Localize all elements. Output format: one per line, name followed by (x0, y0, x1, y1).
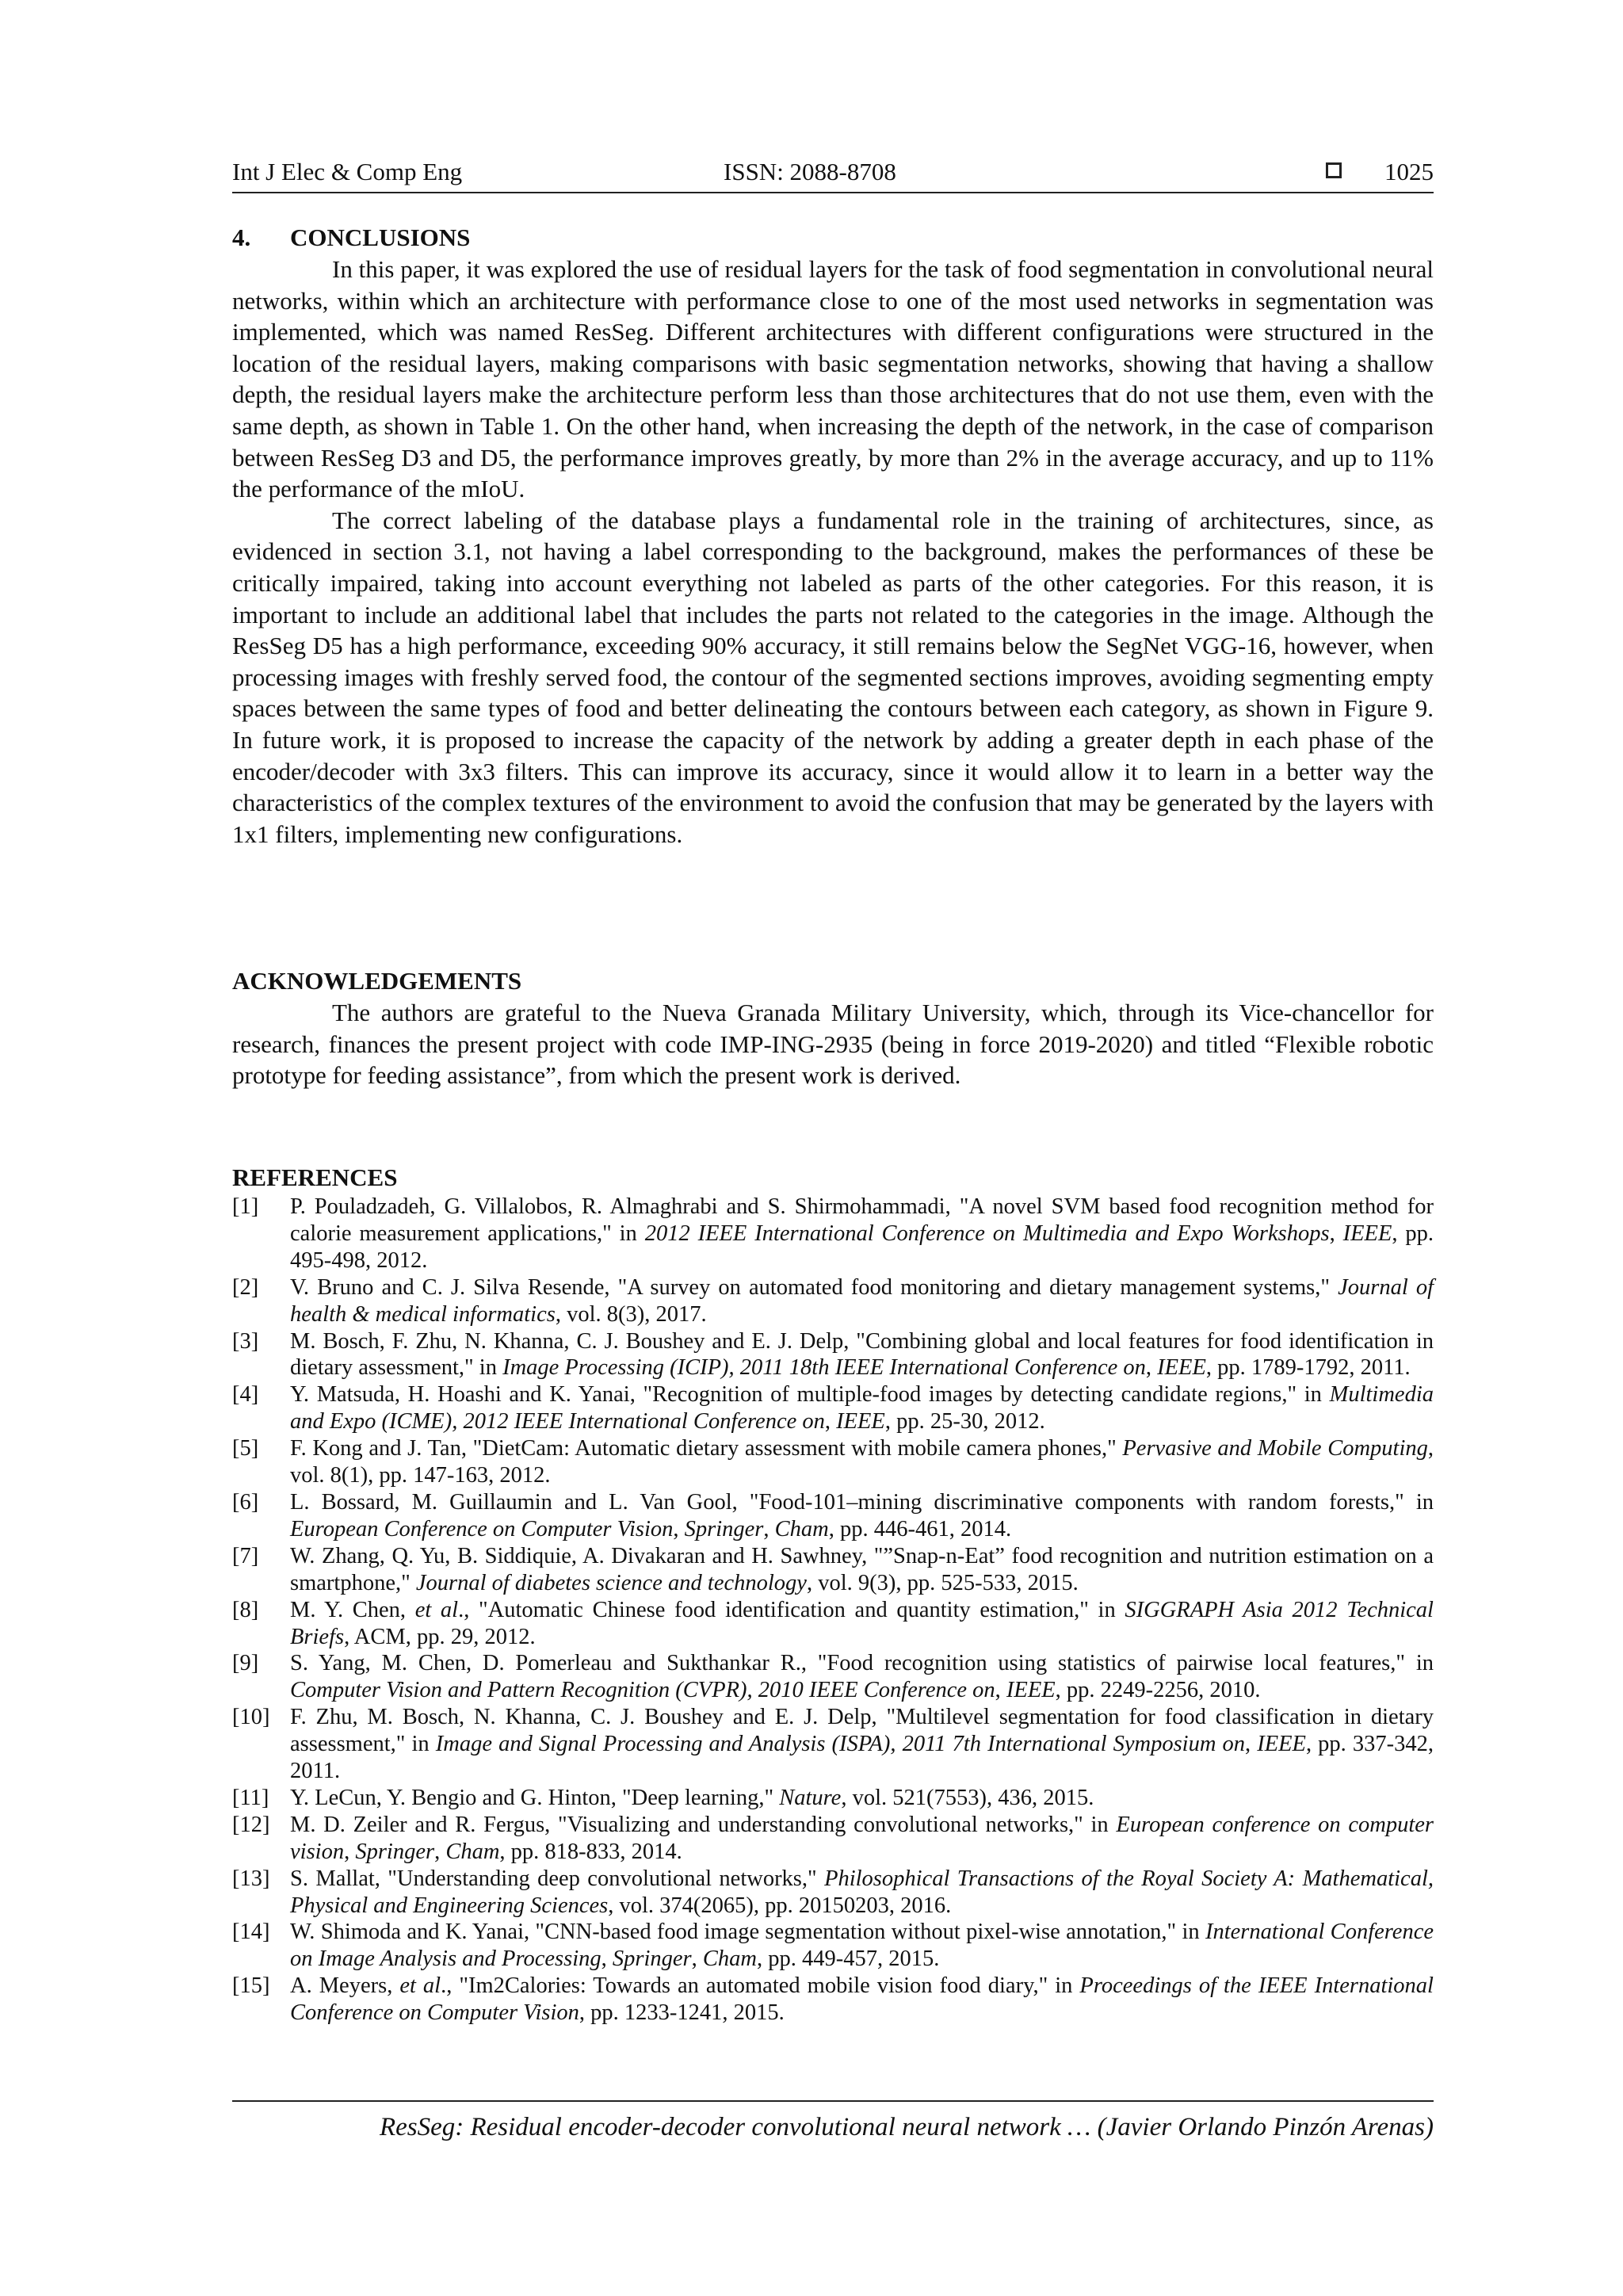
reference-venue-italic: et al (414, 1597, 459, 1622)
reference-text (290, 1785, 1434, 1812)
reference-text (290, 1274, 1434, 1328)
references-heading: REFERENCES (232, 1163, 398, 1191)
reference-text-part: , pp. 1233-1241, 2015. (579, 2000, 785, 2026)
section-number: 4. (232, 223, 251, 251)
reference-text-part: , (344, 1839, 356, 1864)
reference-text-part: , pp. 337-342, 2011. (290, 1732, 1434, 1784)
reference-venue-italic: European Conference on Computer Vision (290, 1516, 674, 1541)
reference-item (232, 1812, 1434, 1866)
reference-text-part: , vol. 374(2065), pp. 20150203, 2016. (608, 1893, 952, 1918)
reference-text-part: , pp. 818-833, 2014. (499, 1839, 682, 1864)
reference-item (232, 1704, 1434, 1785)
reference-index: [4] (232, 1382, 259, 1408)
reference-text-part: , vol. 521(7553), 436, 2015. (841, 1785, 1094, 1810)
reference-text-part: , (673, 1516, 685, 1541)
conclusions-heading (232, 222, 1434, 254)
reference-venue-italic: Cham (445, 1839, 500, 1864)
reference-text-part: P. Pouladzadeh, G. Villalobos, R. Almaghrabi and S. Shirmohammadi, "A novel SVM based food recognition method for calorie measurement applications," in (290, 1194, 1434, 1246)
reference-text-part: Y. Matsuda, H. Hoashi and K. Yanai, "Recognition of multiple-food images by detecting candidate regions," in (290, 1382, 1330, 1408)
reference-text (290, 1650, 1434, 1704)
reference-venue-italic: 2012 IEEE International Conference on Multimedia and Expo Workshops (644, 1221, 1330, 1246)
reference-text (290, 1866, 1434, 1920)
reference-text-part: , pp. 2249-2256, 2010. (1055, 1678, 1261, 1703)
reference-text-part: A. Meyers, (290, 1973, 400, 1999)
reference-item (232, 1381, 1434, 1435)
reference-text (290, 1381, 1434, 1435)
reference-text-part: , (1145, 1355, 1158, 1381)
reference-venue-italic: Springer (684, 1516, 764, 1541)
reference-venue-italic: et al (399, 1973, 441, 1999)
reference-venue-italic: IEEE (1257, 1732, 1306, 1757)
reference-text-part: S. Mallat, "Understanding deep convolutional networks," (290, 1866, 825, 1891)
reference-index: [6] (232, 1489, 259, 1515)
conclusions-paragraph-1: In this paper, it was explored the use of residual layers for the task of food segmentation in convolutional neural networks, within which an architecture with performance close to one of the most used networks in segmentation was implemented, which was named ResSeg. Different architectures with different configurations were structured in the location of the residual layers, making comparisons with basic segmentation networks, showing that having a shallow depth, the residual layers make the architecture perform less than those architectures that do not use them, even with the same depth, as shown in Table 1. On the other hand, when increasing the depth of the network, in the case of comparison between ResSeg D3 and D5, the performance improves greatly, by more than 2% in the average accuracy, and up to 11% the performance of the mIoU. (232, 255, 1434, 503)
reference-item (232, 1543, 1434, 1597)
reference-item (232, 1328, 1434, 1382)
acknowledgements-section (232, 965, 1434, 1091)
reference-text-part: Y. LeCun, Y. Bengio and G. Hinton, "Deep learning," (290, 1785, 780, 1810)
section-title: CONCLUSIONS (290, 223, 471, 251)
page-number: 1025 (1384, 158, 1434, 185)
reference-venue-italic: Journal of health & medical informatics (290, 1274, 1434, 1327)
reference-text-part: , (691, 1946, 703, 1972)
reference-venue-italic: IEEE (1006, 1678, 1056, 1703)
reference-text (290, 1194, 1434, 1274)
conclusions-paragraph-2: The correct labeling of the database plays a fundamental role in the training of architectures, since, as evidenced in section 3.1, not having a label corresponding to the background, makes the performances of these be critically impaired, taking into account everything not labeled as parts of the other categories. For this reason, it is important to include an additional label that includes the parts not related to the categories in the image. Although the ResSeg D5 has a high performance, exceeding 90% accuracy, it still remains below the SegNet VGG-16, however, when processing images with freshly served food, the contour of the segmented sections improves, avoiding segmenting empty spaces between the same types of food and better delineating the contours between each category, as shown in Figure 9. In future work, it is proposed to increase the capacity of the network by adding a greater depth in each phase of the encoder/decoder with 3x3 filters. This can improve its accuracy, since it would allow it to learn in a better way the characteristics of the complex textures of the environment to avoid the confusion that may be generated by the layers with 1x1 filters, implementing new configurations. (232, 506, 1434, 848)
reference-text-part: , (824, 1409, 837, 1435)
reference-text-part: , (601, 1946, 613, 1972)
reference-item (232, 1194, 1434, 1274)
reference-item (232, 1274, 1434, 1328)
reference-text-part: W. Zhang, Q. Yu, B. Siddiquie, A. Divakaran and H. Sawhney, "”Snap-n-Eat” food recognition and nutrition estimation on a smartphone," (290, 1543, 1434, 1595)
reference-text-part: , vol. 9(3), pp. 525-533, 2015. (806, 1570, 1079, 1595)
reference-venue-italic: Pervasive and Mobile Computing (1122, 1436, 1428, 1461)
reference-text-part: , pp. 495-498, 2012. (290, 1221, 1434, 1273)
reference-venue-italic: Proceedings of the IEEE International Conference on Computer Vision (290, 1973, 1434, 2026)
reference-venue-italic: Cham (702, 1946, 757, 1972)
reference-text (290, 1328, 1434, 1382)
reference-index: [5] (232, 1436, 259, 1461)
reference-venue-italic: Springer (355, 1839, 435, 1864)
reference-index: [10] (232, 1705, 270, 1730)
reference-text-part: L. Bossard, M. Guillaumin and L. Van Gool, "Food-101–mining discriminative components with random forests," in (290, 1489, 1434, 1515)
references-section (232, 1162, 1434, 2027)
reference-text-part: , (434, 1839, 446, 1864)
reference-item (232, 1597, 1434, 1651)
reference-item (232, 1650, 1434, 1704)
reference-index: [15] (232, 1973, 270, 1999)
reference-text-part: , (1245, 1732, 1258, 1757)
reference-text-part: ., "Automatic Chinese food identification and quantity estimation," in (458, 1597, 1125, 1622)
reference-text-part: , (995, 1678, 1006, 1703)
reference-index: [13] (232, 1866, 270, 1891)
reference-item (232, 1489, 1434, 1543)
footer-rule (232, 2100, 1434, 2102)
reference-text-part: , ACM, pp. 29, 2012. (344, 1624, 536, 1649)
reference-text-part: , pp. 446-461, 2014. (828, 1516, 1012, 1541)
reference-venue-italic: Image and Signal Processing and Analysis (ISPA), 2011 7th International Symposium on (435, 1732, 1246, 1757)
reference-venue-italic: Computer Vision and Pattern Recognition (CVPR), 2010 IEEE Conference on (290, 1678, 995, 1703)
reference-index: [3] (232, 1328, 259, 1354)
reference-venue-italic: Philosophical Transactions of the Royal Society A: Mathematical, Physical and Engineering Sciences (290, 1866, 1434, 1918)
reference-venue-italic: SIGGRAPH Asia 2012 Technical Briefs (290, 1597, 1434, 1649)
reference-text (290, 1812, 1434, 1866)
journal-name: Int J Elec & Comp Eng (232, 158, 463, 185)
reference-list (232, 1194, 1434, 2027)
reference-text-part: , vol. 8(3), 2017. (555, 1301, 707, 1327)
reference-venue-italic: IEEE (836, 1409, 885, 1435)
reference-index: [9] (232, 1651, 259, 1676)
reference-text-part: S. Yang, M. Chen, D. Pomerleau and Sukthankar R., "Food recognition using statistics of pairwise local features," in (290, 1651, 1434, 1676)
issn: ISSN: 2088-8708 (724, 158, 896, 185)
footer-running-title: ResSeg: Residual encoder-decoder convolutional neural network … (Javier Orlando Pinzón Arenas) (379, 2113, 1434, 2141)
reference-text-part: ., "Im2Calories: Towards an automated mobile vision food diary," in (441, 1973, 1080, 1999)
reference-text-part: M. Y. Chen, (290, 1597, 415, 1622)
reference-index: [11] (232, 1785, 269, 1810)
acknowledgements-heading: ACKNOWLEDGEMENTS (232, 967, 522, 995)
reference-venue-italic: IEEE (1342, 1221, 1392, 1246)
reference-venue-italic: Cham (774, 1516, 829, 1541)
reference-text-part: , pp. 1789-1792, 2011. (1205, 1355, 1411, 1381)
conclusions-section (232, 222, 1434, 850)
reference-venue-italic: Journal of diabetes science and technology (415, 1570, 807, 1595)
reference-venue-italic: Multimedia and Expo (ICME), 2012 IEEE International Conference on (290, 1382, 1434, 1435)
reference-text-part: , vol. 8(1), pp. 147-163, 2012. (290, 1436, 1434, 1488)
reference-text (290, 1543, 1434, 1597)
reference-text-part: , (1329, 1221, 1343, 1246)
acknowledgements-paragraph: The authors are grateful to the Nueva Granada Military University, which, through its Vice-chancellor for research, finances the present project with code IMP-ING-2935 (being in force 2019-2020) and titled “Flexible robotic prototype for feeding assistance”, from which the present work is derived. (232, 999, 1434, 1090)
reference-text (290, 1489, 1434, 1543)
reference-text-part: V. Bruno and C. J. Silva Resende, "A survey on automated food monitoring and dietary management systems," (290, 1274, 1338, 1300)
reference-venue-italic: European conference on computer vision (290, 1812, 1434, 1864)
running-footer (232, 2100, 1434, 2145)
reference-item (232, 1973, 1434, 2027)
reference-venue-italic: Springer (612, 1946, 692, 1972)
reference-item (232, 1435, 1434, 1489)
reference-venue-italic: IEEE (1157, 1355, 1206, 1381)
reference-text-part: M. D. Zeiler and R. Fergus, "Visualizing and understanding convolutional networks," in (290, 1812, 1117, 1837)
reference-text (290, 1973, 1434, 2027)
reference-text-part: F. Kong and J. Tan, "DietCam: Automatic dietary assessment with mobile camera phones," (290, 1436, 1123, 1461)
reference-index: [8] (232, 1597, 259, 1622)
running-header (232, 154, 1434, 193)
reference-index: [1] (232, 1194, 259, 1219)
reference-venue-italic: International Conference on Image Analysis and Processing (290, 1920, 1434, 1972)
reference-item (232, 1866, 1434, 1920)
reference-text-part: , pp. 449-457, 2015. (756, 1946, 940, 1972)
reference-venue-italic: Nature (779, 1785, 842, 1810)
reference-text-part: F. Zhu, M. Bosch, N. Khanna, C. J. Boushey and E. J. Delp, "Multilevel segmentation for food classification in dietary assessment," in (290, 1705, 1434, 1757)
reference-text-part: M. Bosch, F. Zhu, N. Khanna, C. J. Boushey and E. J. Delp, "Combining global and local features for food identification in dietary assessment," in (290, 1328, 1434, 1381)
reference-index: [14] (232, 1920, 270, 1945)
reference-text (290, 1919, 1434, 1973)
reference-venue-italic: Image Processing (ICIP), 2011 18th IEEE International Conference on (502, 1355, 1146, 1381)
reference-text (290, 1704, 1434, 1785)
reference-index: [7] (232, 1543, 259, 1568)
reference-text (290, 1597, 1434, 1651)
reference-index: [2] (232, 1274, 259, 1300)
reference-text-part: , (763, 1516, 775, 1541)
reference-text-part: W. Shimoda and K. Yanai, "CNN-based food image segmentation without pixel-wise annotation," in (290, 1920, 1205, 1945)
reference-text (290, 1435, 1434, 1489)
reference-index: [12] (232, 1812, 270, 1837)
reference-text-part: , pp. 25-30, 2012. (884, 1409, 1045, 1435)
reference-item (232, 1785, 1434, 1812)
reference-item (232, 1919, 1434, 1973)
checkbox-square-icon (1326, 162, 1342, 178)
